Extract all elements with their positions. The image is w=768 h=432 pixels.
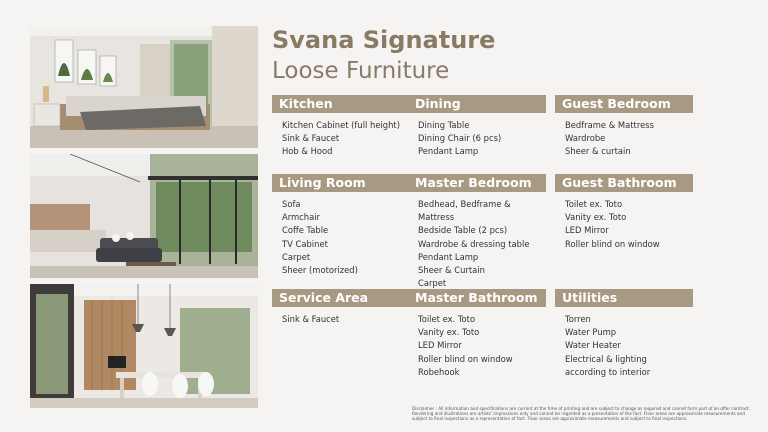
list-item: Coffe Table (282, 225, 329, 236)
item-list (272, 198, 410, 277)
list-item: Water Pump (565, 327, 617, 338)
list-item: Toilet ex. Toto (565, 199, 623, 209)
item-list (408, 119, 546, 159)
list-item: Dining Chair (6 pcs) (418, 133, 502, 144)
list-item: Wardrobe (565, 133, 606, 144)
list-item: Torren (565, 314, 591, 324)
list-item: Roller blind on window (565, 238, 660, 249)
dining-area-photo (30, 284, 258, 408)
section-living-room (272, 174, 410, 277)
list-item: Vanity ex. Toto (418, 327, 480, 338)
list-item: Dining Table (418, 120, 470, 130)
list-item: Bedhead, Bedframe & Mattress (418, 199, 511, 223)
section-master-bedroom (408, 174, 546, 290)
section-dining (408, 95, 546, 159)
section-heading: Master Bathroom (408, 289, 546, 307)
list-item: Electrical & lighting according to interior (565, 353, 651, 377)
section-guest-bedroom (555, 95, 693, 159)
item-list (408, 313, 546, 379)
list-item: Vanity ex. Toto (565, 212, 627, 223)
list-item: TV Cabinet (282, 238, 328, 249)
section-heading: Dining (408, 95, 546, 113)
item-list (555, 313, 693, 379)
list-item: Kitchen Cabinet (full height) (282, 120, 400, 130)
list-item: Bedframe & Mattress (565, 120, 654, 130)
section-service-area (272, 289, 410, 326)
list-item: Toilet ex. Toto (418, 314, 476, 324)
section-heading: Utilities (555, 289, 693, 307)
list-item: Water Heater (565, 340, 621, 351)
item-list (272, 119, 410, 159)
page-subtitle: Loose Furniture (272, 58, 450, 84)
list-item: Armchair (282, 212, 320, 223)
list-item: Wardrobe & dressing table (418, 238, 530, 249)
list-item: Pendant Lamp (418, 251, 479, 262)
list-item: Sink & Faucet (282, 314, 340, 324)
section-kitchen (272, 95, 410, 159)
section-heading: Guest Bathroom (555, 174, 693, 192)
item-list (408, 198, 546, 290)
section-heading: Guest Bedroom (555, 95, 693, 113)
disclaimer-text: Disclaimer : All information and specifications are current at the time of printing and are subject to change as required and cannot form part of an offer contract. Rendering and illustrations are artists' impressions only and cannot be regarded as a presentation of the fact. Floor areas are approximate measurements and subject to final inspections as a representation of fact. Floor areas are approximate measurements and subject to final inspections. (412, 406, 751, 422)
item-list (272, 313, 410, 326)
list-item: Pendant Lamp (418, 146, 479, 157)
list-item: Hob & Hood (282, 146, 333, 157)
list-item: Sheer (motorized) (282, 265, 358, 276)
section-heading: Kitchen (272, 95, 410, 113)
list-item: Sofa (282, 199, 301, 209)
list-item: Roller blind on window (418, 353, 513, 364)
living-room-photo (30, 154, 258, 278)
list-item: Carpet (282, 251, 311, 262)
list-item: Robehook (418, 366, 460, 377)
list-item: Sheer & curtain (565, 146, 631, 157)
list-item: Carpet (418, 278, 447, 289)
item-list (555, 119, 693, 159)
list-item: LED Mirror (418, 340, 462, 351)
section-master-bathroom (408, 289, 546, 379)
section-utilities (555, 289, 693, 379)
list-item: Sheer & Curtain (418, 265, 485, 276)
list-item: LED Mirror (565, 225, 609, 236)
item-list (555, 198, 693, 251)
section-heading: Service Area (272, 289, 410, 307)
bedroom-photo (30, 26, 258, 148)
section-heading: Living Room (272, 174, 410, 192)
section-guest-bathroom (555, 174, 693, 251)
section-heading: Master Bedroom (408, 174, 546, 192)
page-title: Svana Signature (272, 26, 496, 54)
list-item: Sink & Faucet (282, 133, 340, 144)
list-item: Bedside Table (2 pcs) (418, 225, 508, 236)
